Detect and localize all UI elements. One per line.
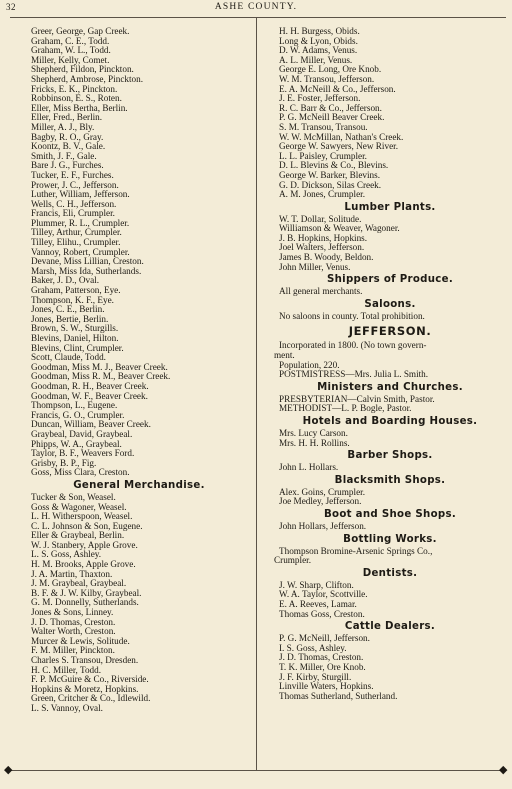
- left-column: [23, 27, 255, 714]
- directory-entry: Francis, Eli, Crumpler.: [31, 208, 115, 219]
- directory-entry: Tilley, Elihu., Crumpler.: [31, 237, 121, 248]
- merchant-entry: P. G. McNeill Beaver Creek.: [279, 112, 385, 123]
- shippers-text: All general merchants.: [279, 286, 363, 297]
- right-entry-list: [274, 27, 506, 200]
- general-merchandise-list: [23, 493, 255, 714]
- merchant-entry: S. M. Transou, Transou.: [279, 121, 368, 132]
- lumber-plant-entry: J. B. Hopkins, Hopkins.: [279, 232, 368, 243]
- directory-entry: Graybeal, David, Graybeal.: [31, 428, 133, 439]
- merchant-entry: J. E. Foster, Jefferson.: [279, 93, 361, 104]
- ministers-heading: Ministers and Churches.: [317, 381, 463, 393]
- directory-entry: Luther, William, Jefferson.: [31, 189, 130, 200]
- blacksmith-heading: Blacksmith Shops.: [334, 474, 446, 486]
- lumber-plant-entry: Williamson & Weaver, Wagoner.: [279, 223, 400, 234]
- dentist-entry: W. A. Taylor, Scottville.: [279, 589, 368, 600]
- dentist-entry: E. A. Reeves, Lamar.: [279, 598, 357, 609]
- merchant-entry: L. S. Goss, Ashley.: [31, 549, 102, 560]
- directory-entry: Goodman, W. F., Beaver Creek.: [31, 390, 148, 401]
- dentists-list: [274, 581, 506, 619]
- ministers-line-presbyterian: PRESBYTERIAN—Calvin Smith, Pastor.: [279, 393, 435, 404]
- merchant-entry: D. W. Adams, Venus.: [279, 45, 358, 56]
- directory-entry: Goss, Miss Clara, Creston.: [31, 467, 130, 478]
- merchant-entry: Long & Lyon, Obids.: [279, 35, 358, 46]
- merchant-entry: L. H. Witherspoon, Weasel.: [31, 511, 133, 522]
- merchant-entry: Green, Critcher & Co., Idlewild.: [31, 693, 151, 704]
- merchant-entry: Walter Worth, Creston.: [31, 626, 116, 637]
- cattle-dealer-entry: J. F. Kirby, Sturgill.: [279, 671, 352, 682]
- merchant-entry: W. M. Transou, Jefferson.: [279, 73, 375, 84]
- merchant-entry: J. D. Thomas, Creston.: [31, 616, 116, 627]
- merchant-entry: W. J. Stanbery, Apple Grove.: [31, 539, 138, 550]
- directory-entry: Wells, C. H., Jefferson.: [31, 198, 117, 209]
- cattle-dealer-entry: J. D. Thomas, Creston.: [279, 652, 364, 663]
- merchant-entry: J. A. Martin, Thaxton.: [31, 568, 113, 579]
- diamond-ornament-right: ◆: [499, 764, 508, 776]
- barber-list: [274, 463, 506, 473]
- hotel-entry: Mrs. Lucy Carson.: [279, 428, 348, 438]
- directory-entry: Smith, J. F., Gale.: [31, 150, 97, 161]
- hotels-heading: Hotels and Boarding Houses.: [302, 416, 478, 427]
- dentist-entry: Thomas Goss, Creston.: [279, 608, 365, 619]
- header-rule: [10, 17, 506, 18]
- directory-entry: Blevins, Daniel, Hilton.: [31, 333, 119, 343]
- left-entry-list: [23, 27, 255, 478]
- directory-entry: Miller, A. J., Bly.: [31, 121, 95, 132]
- footer-rule: [10, 770, 506, 771]
- lumber-plants-heading: Lumber Plants.: [344, 201, 436, 213]
- boot-shoe-entry: John Hollars, Jefferson.: [279, 520, 367, 531]
- merchant-entry: L. S. Vannoy, Oval.: [31, 702, 103, 713]
- bottling-line-2: Crumpler.: [274, 555, 312, 566]
- cattle-dealers-list: [274, 634, 506, 701]
- directory-entry: Tilley, Arthur, Crumpler.: [31, 227, 122, 238]
- lumber-plants-list: [274, 215, 506, 273]
- directory-entry: Duncan, William, Beaver Creek.: [31, 419, 151, 430]
- saloons-heading: Saloons.: [364, 298, 416, 310]
- jefferson-incorporated-line-1: Incorporated in 1800. (No town govern-: [279, 340, 427, 351]
- merchant-entry: W. W. McMillan, Nathan's Creek.: [279, 131, 404, 142]
- directory-entry: Fricks, E. K., Pinckton.: [31, 83, 118, 94]
- dentists-heading: Dentists.: [362, 567, 418, 579]
- directory-entry: Eller, Miss Bertha, Berlin.: [31, 102, 128, 113]
- bottling-heading: Bottling Works.: [343, 533, 437, 545]
- directory-entry: Graham, W. L., Todd.: [31, 45, 111, 56]
- directory-entry: Miller, Kelly, Comet.: [31, 54, 110, 65]
- blacksmith-entry: Joe Medley, Jefferson.: [279, 496, 362, 507]
- directory-entry: Goodman, R. H., Beaver Creek.: [31, 380, 149, 391]
- dentist-entry: J. W. Sharp, Clifton.: [279, 579, 354, 590]
- cattle-dealer-entry: T. K. Miller, Ore Knob.: [279, 661, 366, 672]
- merchant-entry: Eller & Graybeal, Berlin.: [31, 530, 125, 541]
- right-column: [274, 27, 506, 701]
- directory-entry: Francis, G. O., Crumpler.: [31, 409, 125, 420]
- directory-entry: Plummer, R. L., Crumpler.: [31, 217, 130, 228]
- directory-entry: Vannoy, Robert, Crumpler.: [31, 246, 130, 257]
- directory-entry: Baker, J. D., Oval.: [31, 275, 100, 286]
- directory-entry: Eller, Fred., Berlin.: [31, 112, 103, 123]
- jefferson-incorporated-line-2: ment.: [274, 350, 295, 361]
- general-merchandise-heading: General Merchandise.: [73, 479, 205, 491]
- lumber-plant-entry: Joel Walters, Jefferson.: [279, 242, 365, 253]
- cattle-dealer-entry: I. S. Goss, Ashley.: [279, 642, 347, 653]
- page-number: 32: [6, 2, 16, 12]
- directory-entry: Goodman, Miss M. J., Beaver Creek.: [31, 361, 168, 372]
- directory-entry: Taylor, B. F., Weavers Ford.: [31, 448, 135, 459]
- directory-entry: Phipps, W. A., Graybeal.: [31, 438, 122, 449]
- directory-entry: Prower, J. C., Jefferson.: [31, 179, 119, 190]
- diamond-ornament-left: ◆: [4, 764, 13, 776]
- merchant-entry: Murcer & Lewis, Solitude.: [31, 635, 130, 646]
- directory-entry: Blevins, Clint, Crumpler.: [31, 342, 124, 353]
- directory-entry: Bare J. G., Furches.: [31, 160, 104, 171]
- directory-entry: Koontz, B. V., Gale.: [31, 141, 106, 152]
- jefferson-heading: JEFFERSON.: [348, 324, 432, 339]
- blacksmith-entry: Alex. Goins, Crumpler.: [279, 486, 365, 497]
- boot-shoe-heading: Boot and Shoe Shops.: [323, 508, 456, 520]
- directory-entry: Marsh, Miss Ida, Sutherlands.: [31, 265, 142, 276]
- directory-entry: Graham, C. E., Todd.: [31, 35, 110, 46]
- jefferson-postmistress: POSTMISTRESS—Mrs. Julia L. Smith.: [279, 369, 429, 380]
- ministers-line-methodist: METHODIST—L. P. Bogle, Pastor.: [279, 403, 412, 414]
- directory-entry: Robbinson, E. S., Roten.: [31, 93, 122, 104]
- merchant-entry: H. C. Miller, Todd.: [31, 664, 102, 675]
- directory-entry: Shepherd, Fildon, Pinckton.: [31, 64, 134, 75]
- merchant-entry: A. L. Miller, Venus.: [279, 54, 353, 65]
- cattle-heading: Cattle Dealers.: [344, 621, 436, 633]
- directory-entry: Thompson, K. F., Eye.: [31, 294, 114, 305]
- merchant-entry: George E. Long, Ore Knob.: [279, 64, 382, 75]
- merchant-entry: Hopkins & Moretz, Hopkins.: [31, 683, 139, 694]
- page-header: [0, 2, 512, 16]
- hotel-entry: Mrs. H. H. Rollins.: [279, 437, 350, 448]
- cattle-dealer-entry: Linville Waters, Hopkins.: [279, 681, 374, 692]
- boot-shoe-list: [274, 522, 506, 532]
- directory-entry: Devane, Miss Lillian, Creston.: [31, 256, 144, 267]
- merchant-entry: D. L. Blevins & Co., Blevins.: [279, 160, 389, 171]
- directory-entry: Tucker, E. F., Furches.: [31, 169, 114, 180]
- cattle-dealer-entry: P. G. McNeill, Jefferson.: [279, 633, 370, 644]
- directory-entry: Shepherd, Ambrose, Pinckton.: [31, 73, 144, 84]
- merchant-entry: B. F. & J. W. Kilby, Graybeal.: [31, 587, 142, 598]
- merchant-entry: Charles S. Transou, Dresden.: [31, 655, 139, 665]
- merchant-entry: Jones & Sons, Linney.: [31, 607, 114, 618]
- barber-entry: John L. Hollars.: [279, 462, 339, 473]
- hotels-list: [274, 429, 506, 448]
- column-divider: [256, 18, 257, 770]
- merchant-entry: Tucker & Son, Weasel.: [31, 491, 116, 502]
- merchant-entry: R. C. Barr & Co., Jefferson.: [279, 102, 382, 113]
- directory-entry: Greer, George, Gap Creek.: [31, 26, 130, 36]
- directory-entry: Scott, Claude, Todd.: [31, 352, 106, 363]
- merchant-entry: G. M. Donnelly, Sutherlands.: [31, 597, 139, 608]
- directory-entry: Bagby, R. O., Gray.: [31, 131, 104, 142]
- merchant-entry: L. L. Paisley, Crumpler.: [279, 150, 367, 161]
- shippers-heading: Shippers of Produce.: [326, 274, 454, 286]
- merchant-entry: J. M. Graybeal, Graybeal.: [31, 578, 127, 589]
- directory-entry: Jones, C. E., Berlin.: [31, 304, 105, 315]
- merchant-entry: Goss & Wagoner, Weasel.: [31, 501, 127, 512]
- jefferson-population: Population, 220.: [279, 359, 340, 370]
- directory-entry: Brown, S. W., Sturgills.: [31, 323, 119, 334]
- merchant-entry: George W. Sawyers, New River.: [279, 141, 398, 152]
- barber-heading: Barber Shops.: [347, 450, 433, 462]
- merchant-entry: H. H. Burgess, Obids.: [279, 26, 360, 36]
- directory-entry: Graham, Patterson, Eye.: [31, 285, 121, 296]
- saloons-text: No saloons in county. Total prohibition.: [279, 310, 425, 321]
- merchant-entry: F. P. McGuire & Co., Riverside.: [31, 674, 149, 685]
- lumber-plant-entry: John Miller, Venus.: [279, 261, 351, 272]
- merchant-entry: George W. Barker, Blevins.: [279, 169, 381, 180]
- merchant-entry: C. L. Johnson & Son, Eugene.: [31, 520, 143, 531]
- bottling-line-1: Thompson Bromine-Arsenic Springs Co.,: [279, 545, 433, 556]
- directory-entry: Thompson, L., Eugene.: [31, 400, 118, 411]
- directory-entry: Jones, Bertie, Berlin.: [31, 313, 109, 324]
- page-title: ASHE COUNTY.: [214, 2, 298, 12]
- blacksmith-list: [274, 488, 506, 507]
- merchant-entry: H. M. Brooks, Apple Grove.: [31, 559, 136, 570]
- lumber-plant-entry: James B. Woody, Beldon.: [279, 252, 374, 263]
- directory-entry: Goodman, Miss R. M., Beaver Creek.: [31, 371, 171, 382]
- merchant-entry: F. M. Miller, Pinckton.: [31, 645, 115, 656]
- merchant-entry: G. D. Dickson, Silas Creek.: [279, 179, 382, 190]
- merchant-entry: A. M. Jones, Crumpler.: [279, 189, 366, 200]
- cattle-dealer-entry: Thomas Sutherland, Sutherland.: [279, 690, 398, 701]
- merchant-entry: E. A. McNeill & Co., Jefferson.: [279, 83, 396, 94]
- directory-entry: Grisby, B. P., Fig.: [31, 457, 97, 468]
- lumber-plant-entry: W. T. Dollar, Solitude.: [279, 213, 362, 224]
